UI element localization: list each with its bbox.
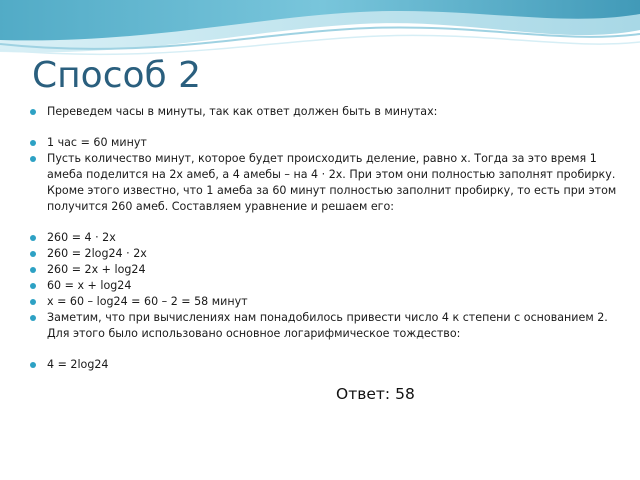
bullet-item: x = 60 – log24 = 60 – 2 = 58 минут <box>29 294 621 310</box>
slide-title: Способ 2 <box>32 55 202 96</box>
bullet-item: Заметим, что при вычислениях нам понадобилось привести число 4 к степени с основанием 2. Для этого было использовано основное логарифмическое тождество: <box>29 310 621 342</box>
bullet-item: 1 час = 60 минут <box>29 135 621 151</box>
spacer <box>29 215 621 230</box>
bullet-item: 4 = 2log24 <box>29 357 621 373</box>
bullet-item: 260 = 2log24 · 2x <box>29 246 621 262</box>
spacer <box>29 120 621 135</box>
answer-text: Ответ: 58 <box>336 385 415 403</box>
bullet-item: Переведем часы в минуты, так как ответ должен быть в минутах: <box>29 104 621 120</box>
bullet-item: 60 = x + log24 <box>29 278 621 294</box>
bullet-item: 260 = 4 · 2x <box>29 230 621 246</box>
bullet-item: 260 = 2x + log24 <box>29 262 621 278</box>
spacer <box>29 342 621 357</box>
bullet-list <box>29 104 621 373</box>
bullet-item: Пусть количество минут, которое будет происходить деление, равно x. Тогда за это время 1 амеба поделится на 2x амеб, а 4 амебы – на 4 · 2x. При этом они полностью заполнят пробирку. Кроме этого известно, что 1 амеба за 60 минут полностью заполнит пробирку, то есть при этом получится 260 амеб. Составляем уравнение и решаем его: <box>29 151 621 215</box>
